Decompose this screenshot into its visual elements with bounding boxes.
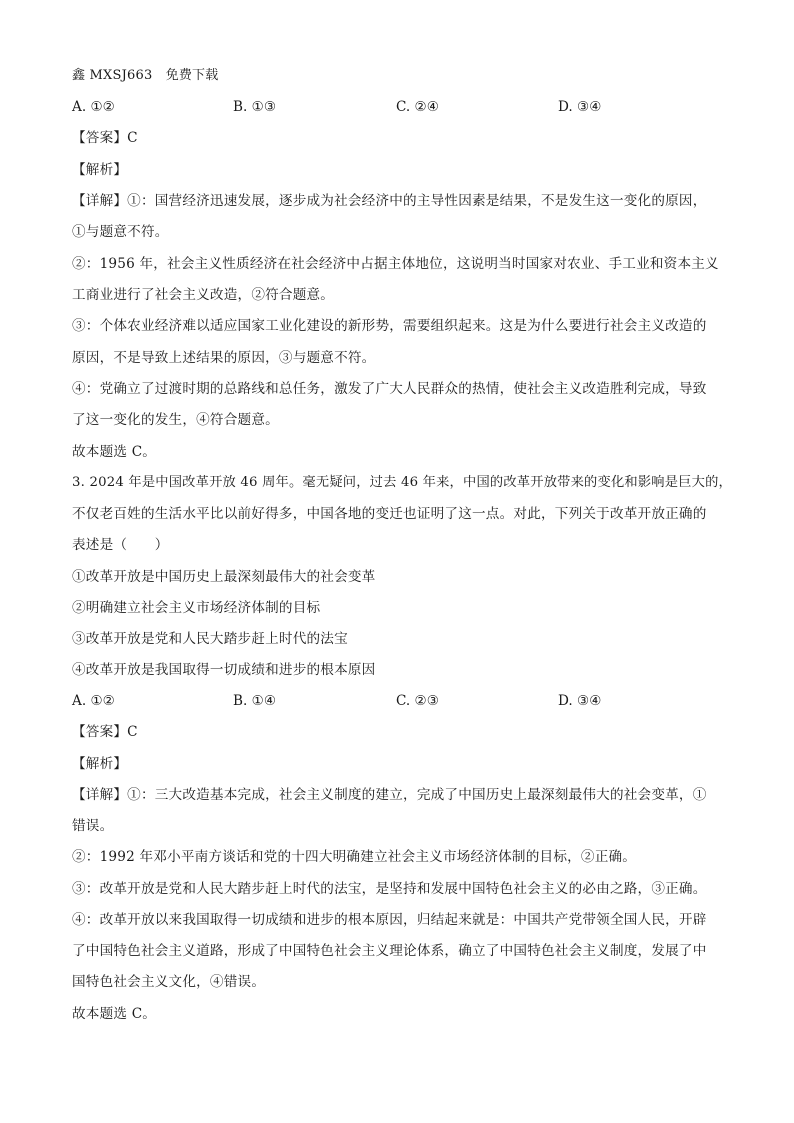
q2-detail-line: ②：1956 年，社会主义性质经济在社会经济中占据主体地位，这说明当时国家对农业、手工业和资本主义 [72,256,719,272]
q3-statement: ③改革开放是党和人民大踏步赶上时代的法宝 [72,631,348,647]
q2-conclusion: 故本题选 C。 [72,444,157,460]
q3-detail-line: ④：改革开放以来我国取得一切成绩和进步的根本原因，归结起来就是：中国共产党带领全国人民，开辟 [72,912,707,928]
q3-stem-line: 表述是（ ） [72,537,169,553]
q3-option-b: B. ①④ [233,693,277,709]
q2-analysis-label: 【解析】 [72,162,128,178]
q2-detail-line: 了这一变化的发生，④符合题意。 [72,412,279,428]
q2-option-b: B. ①③ [233,99,277,115]
q3-detail-line: 了中国特色社会主义道路，形成了中国特色社会主义理论体系，确立了中国特色社会主义制度，发展了中 [72,943,707,959]
q3-option-a: A. ①② [72,693,115,709]
q3-detail-line: 国特色社会主义文化，④错误。 [72,974,266,990]
q3-stem-line: 3. 2024 年是中国改革开放 46 周年。毫无疑问，过去 46 年来，中国的改革开放带来的变化和影响是巨大的， [72,475,733,490]
q3-statement: ②明确建立社会主义市场经济体制的目标 [72,600,321,616]
q3-option-c: C. ②③ [396,693,439,709]
q3-analysis-label: 【解析】 [72,756,128,772]
q2-answer: 【答案】C [72,130,138,146]
q2-detail-line: 原因，不是导致上述结果的原因，③与题意不符。 [72,350,376,366]
q3-statement: ①改革开放是中国历史上最深刻最伟大的社会变革 [72,569,376,585]
q2-option-d: D. ③④ [558,99,602,115]
q3-statement: ④改革开放是我国取得一切成绩和进步的根本原因 [72,662,376,678]
q2-detail-line: ③：个体农业经济难以适应国家工业化建设的新形势，需要组织起来。这是为什么要进行社会主义改造的 [72,318,707,334]
q3-conclusion: 故本题选 C。 [72,1006,157,1022]
watermark-header: 鑫 MXSJ663 免费下载 [72,68,219,83]
q3-stem-line: 不仅老百姓的生活水平比以前好得多，中国各地的变迁也证明了这一点。对此，下列关于改革开放正确的 [72,506,707,522]
q3-detail-line: ②：1992 年邓小平南方谈话和党的十四大明确建立社会主义市场经济体制的目标，②正确。 [72,849,637,865]
q3-detail-line: 错误。 [72,818,114,834]
q2-detail-line: ④：党确立了过渡时期的总路线和总任务，激发了广大人民群众的热情，使社会主义改造胜利完成，导致 [72,381,707,397]
q3-detail-line: ③：改革开放是党和人民大踏步赶上时代的法宝，是坚持和发展中国特色社会主义的必由之路，③正确。 [72,881,707,897]
q2-option-a: A. ①② [72,99,115,115]
q3-option-d: D. ③④ [558,693,602,709]
q3-detail-line: 【详解】①：三大改造基本完成，社会主义制度的建立，完成了中国历史上最深刻最伟大的社会变革，① [72,787,707,803]
q2-option-c: C. ②④ [396,99,439,115]
q2-detail-line: 【详解】①：国营经济迅速发展，逐步成为社会经济中的主导性因素是结果，不是发生这一变化的原因， [72,193,707,209]
q2-detail-line: ①与题意不符。 [72,224,169,240]
q2-detail-line: 工商业进行了社会主义改造，②符合题意。 [72,287,335,303]
q3-answer: 【答案】C [72,724,138,740]
